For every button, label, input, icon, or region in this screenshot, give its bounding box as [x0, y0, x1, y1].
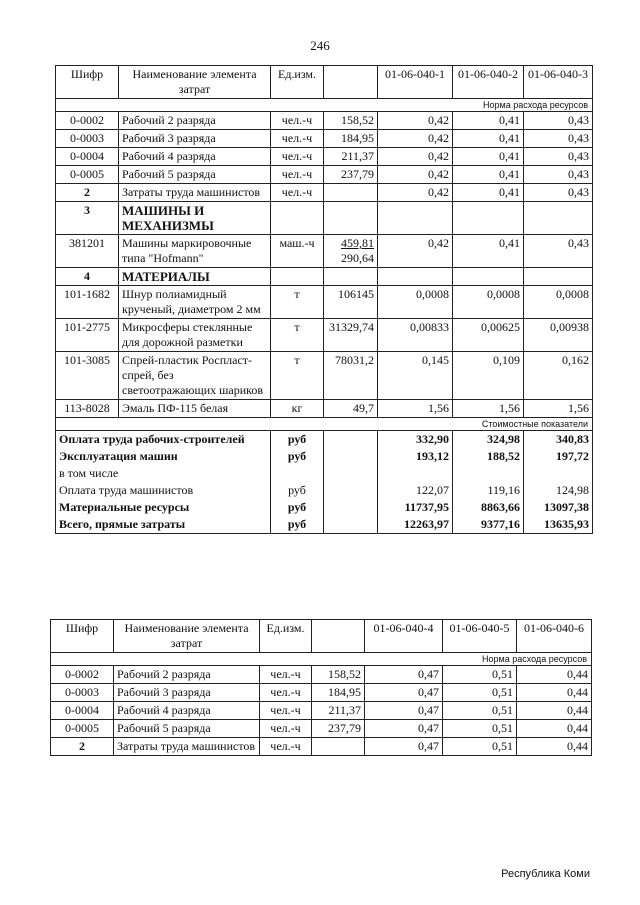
section-code: 3 — [56, 202, 119, 235]
cell-value: 0,44 — [517, 720, 592, 738]
cost-value: 193,12 — [378, 448, 453, 465]
table-row — [56, 235, 593, 268]
section-title: МАТЕРИАЛЫ — [119, 268, 271, 286]
norm-label-row — [56, 99, 593, 112]
cost-name: Материальные ресурсы — [56, 499, 271, 516]
cell-value: 0,44 — [517, 738, 592, 756]
cell-value: 0,43 — [524, 112, 593, 130]
cost-value: 124,98 — [524, 482, 593, 499]
header-code: Шифр — [56, 66, 119, 99]
cell-value: 0,47 — [365, 666, 443, 684]
cell-code: 0-0005 — [51, 720, 114, 738]
cell-code: 0-0002 — [51, 666, 114, 684]
cell-value: 0,47 — [365, 702, 443, 720]
cost-unit: руб — [271, 499, 324, 516]
cost-row — [56, 516, 593, 534]
cost-value: 340,83 — [524, 431, 593, 449]
cell-value: 0,43 — [524, 166, 593, 184]
section-row — [56, 202, 593, 235]
cost-unit: руб — [271, 516, 324, 534]
cell-value: 1,56 — [524, 400, 593, 418]
header-name: Наименование элемента затрат — [119, 66, 271, 99]
header-col-5: 01-06-040-5 — [443, 620, 517, 653]
cost-row — [56, 465, 593, 482]
cell-price: 184,95 — [312, 684, 365, 702]
norm-label: Норма расхода ресурсов — [51, 653, 592, 666]
cell-unit: чел.-ч — [271, 166, 324, 184]
cell-name: Микросферы стеклянные для дорожной разметки — [119, 319, 271, 352]
cost-label: Стоимостные показатели — [56, 418, 593, 431]
cell-name: Рабочий 5 разряда — [114, 720, 260, 738]
section-code: 4 — [56, 268, 119, 286]
norm-label: Норма расхода ресурсов — [56, 99, 593, 112]
table-row — [56, 112, 593, 130]
header-col-6: 01-06-040-6 — [517, 620, 592, 653]
cell-code: 101-1682 — [56, 286, 119, 319]
table-row — [56, 184, 593, 202]
cell-unit: чел.-ч — [271, 184, 324, 202]
cell-name: Эмаль ПФ-115 белая — [119, 400, 271, 418]
cell-value: 0,0008 — [453, 286, 524, 319]
cost-row — [56, 431, 593, 449]
cell-value: 0,42 — [378, 184, 453, 202]
section-row — [56, 268, 593, 286]
cost-value: 122,07 — [378, 482, 453, 499]
cell-value: 0,41 — [453, 148, 524, 166]
table-row — [51, 738, 592, 756]
table-row — [56, 166, 593, 184]
header-col-1: 01-06-040-1 — [378, 66, 453, 99]
cell-unit: чел.-ч — [271, 130, 324, 148]
cell-code: 101-2775 — [56, 319, 119, 352]
cost-value: 119,16 — [453, 482, 524, 499]
page-number: 246 — [310, 38, 330, 53]
cost-row — [56, 448, 593, 465]
cell-value: 0,42 — [378, 130, 453, 148]
cell-name: Машины маркировочные типа "Hofmann" — [119, 235, 271, 268]
cost-value: 12263,97 — [378, 516, 453, 534]
cell-name: Рабочий 4 разряда — [119, 148, 271, 166]
cell-code: 2 — [51, 738, 114, 756]
cell-code: 0-0005 — [56, 166, 119, 184]
table-row — [51, 720, 592, 738]
cell-value: 0,51 — [443, 738, 517, 756]
cell-value: 0,51 — [443, 684, 517, 702]
cell-value: 0,43 — [524, 130, 593, 148]
table-row — [56, 148, 593, 166]
cell-value: 0,41 — [453, 112, 524, 130]
header-unit: Ед.изм. — [271, 66, 324, 99]
cost-unit: руб — [271, 448, 324, 465]
cell-value: 1,56 — [453, 400, 524, 418]
cell-price: 211,37 — [312, 702, 365, 720]
table-row — [56, 319, 593, 352]
cell-code: 0-0003 — [56, 130, 119, 148]
cell-code: 0-0002 — [56, 112, 119, 130]
cell-value: 0,51 — [443, 666, 517, 684]
cell-code: 0-0003 — [51, 684, 114, 702]
cost-row — [56, 482, 593, 499]
cell-unit: чел.-ч — [260, 684, 312, 702]
cell-unit: т — [271, 352, 324, 400]
table-row — [51, 702, 592, 720]
cell-value: 0,43 — [524, 184, 593, 202]
cell-value: 0,145 — [378, 352, 453, 400]
cell-name: Рабочий 2 разряда — [114, 666, 260, 684]
cell-value: 0,43 — [524, 235, 593, 268]
cell-code: 381201 — [56, 235, 119, 268]
cell-name: Рабочий 3 разряда — [119, 130, 271, 148]
cell-value: 0,51 — [443, 702, 517, 720]
cell-price: 237,79 — [312, 720, 365, 738]
cell-unit: маш.-ч — [271, 235, 324, 268]
cell-value: 0,43 — [524, 148, 593, 166]
price-top: 459,81 — [341, 236, 374, 250]
cell-value: 0,0008 — [524, 286, 593, 319]
cell-unit: чел.-ч — [260, 702, 312, 720]
cell-unit: т — [271, 286, 324, 319]
price-bottom: 290,64 — [341, 251, 374, 265]
resource-table-2 — [50, 619, 592, 756]
cell-value: 1,56 — [378, 400, 453, 418]
cell-value: 0,51 — [443, 720, 517, 738]
cell-price: 184,95 — [324, 130, 378, 148]
table-row — [51, 684, 592, 702]
cost-value: 324,98 — [453, 431, 524, 449]
header-name: Наименование элемента затрат — [114, 620, 260, 653]
cell-price: 31329,74 — [324, 319, 378, 352]
header-col-2: 01-06-040-2 — [453, 66, 524, 99]
cell-name: Затраты труда машинистов — [114, 738, 260, 756]
resource-table-1 — [55, 65, 593, 534]
cost-value: 8863,66 — [453, 499, 524, 516]
cost-name: Всего, прямые затраты — [56, 516, 271, 534]
cell-price: 158,52 — [324, 112, 378, 130]
cell-value: 0,00938 — [524, 319, 593, 352]
cell-unit: чел.-ч — [260, 666, 312, 684]
cell-name: Рабочий 4 разряда — [114, 702, 260, 720]
cost-value: 197,72 — [524, 448, 593, 465]
cost-value: 188,52 — [453, 448, 524, 465]
cell-code: 0-0004 — [51, 702, 114, 720]
cell-value: 0,0008 — [378, 286, 453, 319]
cell-value: 0,41 — [453, 184, 524, 202]
cell-value: 0,44 — [517, 666, 592, 684]
cell-unit: чел.-ч — [260, 720, 312, 738]
cell-unit: чел.-ч — [271, 148, 324, 166]
cell-value: 0,41 — [453, 166, 524, 184]
cell-name: Спрей-пластик Роспласт-спрей, без светоотражающих шариков — [119, 352, 271, 400]
header-code: Шифр — [51, 620, 114, 653]
cost-name: Оплата труда рабочих-строителей — [56, 431, 271, 449]
cell-unit: кг — [271, 400, 324, 418]
cell-name: Затраты труда машинистов — [119, 184, 271, 202]
cell-name: Рабочий 2 разряда — [119, 112, 271, 130]
cell-value: 0,42 — [378, 235, 453, 268]
cell-name: Рабочий 3 разряда — [114, 684, 260, 702]
cell-unit: т — [271, 319, 324, 352]
cell-unit: чел.-ч — [271, 112, 324, 130]
cost-value: 332,90 — [378, 431, 453, 449]
table-row — [51, 666, 592, 684]
cost-name: в том числе — [56, 465, 271, 482]
table-row — [56, 286, 593, 319]
cell-unit: чел.-ч — [260, 738, 312, 756]
cell-value: 0,41 — [453, 130, 524, 148]
cell-value: 0,42 — [378, 112, 453, 130]
cost-row — [56, 499, 593, 516]
cell-value: 0,41 — [453, 235, 524, 268]
cost-value: 11737,95 — [378, 499, 453, 516]
cell-value: 0,162 — [524, 352, 593, 400]
cell-value: 0,44 — [517, 684, 592, 702]
cell-price: 49,7 — [324, 400, 378, 418]
cost-name: Оплата труда машинистов — [56, 482, 271, 499]
cell-code: 113-8028 — [56, 400, 119, 418]
section-title: МАШИНЫ И МЕХАНИЗМЫ — [119, 202, 271, 235]
header-unit: Ед.изм. — [260, 620, 312, 653]
cell-price — [324, 235, 378, 268]
cell-value: 0,47 — [365, 738, 443, 756]
header-col-3: 01-06-040-3 — [524, 66, 593, 99]
table-row — [56, 130, 593, 148]
cell-value: 0,42 — [378, 148, 453, 166]
cost-label-row — [56, 418, 593, 431]
cell-name: Рабочий 5 разряда — [119, 166, 271, 184]
cell-price: 237,79 — [324, 166, 378, 184]
cell-value: 0,00625 — [453, 319, 524, 352]
norm-label-row — [51, 653, 592, 666]
table-header-row — [51, 620, 592, 653]
cell-name: Шнур полиамидный крученый, диаметром 2 мм — [119, 286, 271, 319]
cost-value: 9377,16 — [453, 516, 524, 534]
cell-value: 0,109 — [453, 352, 524, 400]
cost-value: 13097,38 — [524, 499, 593, 516]
cost-unit: руб — [271, 431, 324, 449]
cost-unit: руб — [271, 482, 324, 499]
cell-value: 0,00833 — [378, 319, 453, 352]
cell-price: 78031,2 — [324, 352, 378, 400]
cell-value: 0,42 — [378, 166, 453, 184]
cell-price: 106145 — [324, 286, 378, 319]
cell-price: 211,37 — [324, 148, 378, 166]
cost-value: 13635,93 — [524, 516, 593, 534]
cell-code: 101-3085 — [56, 352, 119, 400]
cell-value: 0,47 — [365, 720, 443, 738]
cell-price: 158,52 — [312, 666, 365, 684]
cell-code: 2 — [56, 184, 119, 202]
cost-name: Эксплуатация машин — [56, 448, 271, 465]
cell-code: 0-0004 — [56, 148, 119, 166]
table-header-row — [56, 66, 593, 99]
header-col-4: 01-06-040-4 — [365, 620, 443, 653]
cell-value: 0,47 — [365, 684, 443, 702]
table-row — [56, 400, 593, 418]
footer-region-label: Республика Коми — [501, 868, 590, 880]
table-row — [56, 352, 593, 400]
cell-value: 0,44 — [517, 702, 592, 720]
